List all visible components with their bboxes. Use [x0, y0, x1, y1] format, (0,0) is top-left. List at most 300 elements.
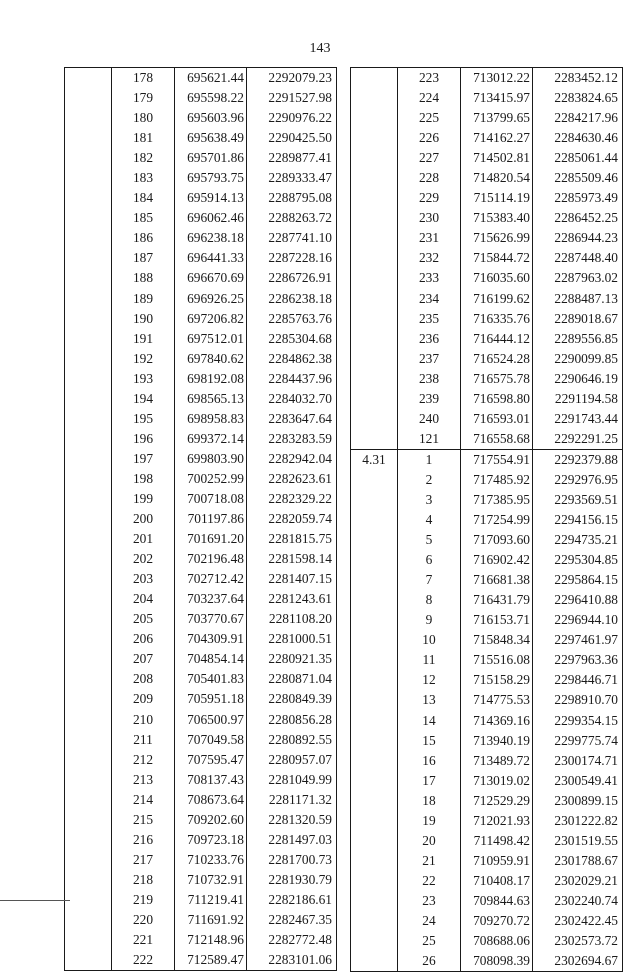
table-row [65, 188, 337, 208]
group-cell [65, 489, 112, 509]
point-number-cell: 225 [398, 108, 461, 128]
x-coordinate-cell: 696238.18 [175, 228, 247, 248]
group-cell [65, 248, 112, 268]
y-coordinate-cell: 2300549.41 [533, 771, 623, 791]
table-row [351, 389, 623, 409]
table-row [65, 890, 337, 910]
x-coordinate-cell: 703237.64 [175, 589, 247, 609]
x-coordinate-cell: 714369.16 [461, 711, 533, 731]
table-row [65, 750, 337, 770]
x-coordinate-cell: 696926.25 [175, 289, 247, 309]
x-coordinate-cell: 707595.47 [175, 750, 247, 770]
x-coordinate-cell: 702196.48 [175, 549, 247, 569]
table-row [351, 951, 623, 972]
y-coordinate-cell: 2282059.74 [247, 509, 337, 529]
table-row [65, 409, 337, 429]
x-coordinate-cell: 696062.46 [175, 208, 247, 228]
x-coordinate-cell: 713012.22 [461, 68, 533, 89]
y-coordinate-cell: 2297963.36 [533, 650, 623, 670]
table-row [65, 208, 337, 228]
point-number-cell: 229 [398, 188, 461, 208]
x-coordinate-cell: 716593.01 [461, 409, 533, 429]
point-number-cell: 180 [112, 108, 175, 128]
table-row [351, 731, 623, 751]
y-coordinate-cell: 2282329.22 [247, 489, 337, 509]
point-number-cell: 226 [398, 128, 461, 148]
point-number-cell: 214 [112, 790, 175, 810]
table-row [351, 168, 623, 188]
group-cell [351, 550, 398, 570]
y-coordinate-cell: 2299775.74 [533, 731, 623, 751]
y-coordinate-cell: 2300174.71 [533, 751, 623, 771]
table-row [351, 268, 623, 288]
table-row [65, 108, 337, 128]
group-cell [65, 549, 112, 569]
y-coordinate-cell: 2286238.18 [247, 289, 337, 309]
table-row [65, 629, 337, 649]
page-number: 143 [309, 41, 331, 56]
y-coordinate-cell: 2295304.85 [533, 550, 623, 570]
x-coordinate-cell: 695914.13 [175, 188, 247, 208]
x-coordinate-cell: 716902.42 [461, 550, 533, 570]
group-cell [65, 128, 112, 148]
x-coordinate-cell: 709723.18 [175, 830, 247, 850]
x-coordinate-cell: 711498.42 [461, 831, 533, 851]
x-coordinate-cell: 716681.38 [461, 570, 533, 590]
point-number-cell: 234 [398, 289, 461, 309]
y-coordinate-cell: 2291743.44 [533, 409, 623, 429]
table-row [65, 369, 337, 389]
table-row [351, 891, 623, 911]
table-row [65, 68, 337, 89]
table-row [65, 449, 337, 469]
x-coordinate-cell: 697512.01 [175, 329, 247, 349]
group-cell [65, 369, 112, 389]
group-cell [65, 870, 112, 890]
x-coordinate-cell: 702712.42 [175, 569, 247, 589]
y-coordinate-cell: 2285763.76 [247, 309, 337, 329]
table-row [351, 630, 623, 650]
group-cell [351, 911, 398, 931]
x-coordinate-cell: 711219.41 [175, 890, 247, 910]
x-coordinate-cell: 717254.99 [461, 510, 533, 530]
x-coordinate-cell: 696441.33 [175, 248, 247, 268]
point-number-cell: 192 [112, 349, 175, 369]
group-cell [65, 349, 112, 369]
point-number-cell: 13 [398, 690, 461, 710]
point-number-cell: 20 [398, 831, 461, 851]
y-coordinate-cell: 2292079.23 [247, 68, 337, 89]
x-coordinate-cell: 712021.93 [461, 811, 533, 831]
y-coordinate-cell: 2285304.68 [247, 329, 337, 349]
point-number-cell: 10 [398, 630, 461, 650]
x-coordinate-cell: 716199.62 [461, 289, 533, 309]
y-coordinate-cell: 2286944.23 [533, 228, 623, 248]
point-number-cell: 121 [398, 429, 461, 450]
y-coordinate-cell: 2300899.15 [533, 791, 623, 811]
group-cell [351, 289, 398, 309]
point-number-cell: 236 [398, 329, 461, 349]
point-number-cell: 207 [112, 649, 175, 669]
group-cell [65, 629, 112, 649]
table-row [65, 88, 337, 108]
x-coordinate-cell: 695701.86 [175, 148, 247, 168]
point-number-cell: 198 [112, 469, 175, 489]
point-number-cell: 205 [112, 609, 175, 629]
y-coordinate-cell: 2290425.50 [247, 128, 337, 148]
y-coordinate-cell: 2282186.61 [247, 890, 337, 910]
table-row [65, 389, 337, 409]
point-number-cell: 185 [112, 208, 175, 228]
group-cell [351, 429, 398, 450]
x-coordinate-cell: 708688.06 [461, 931, 533, 951]
x-coordinate-cell: 709844.63 [461, 891, 533, 911]
group-cell [351, 168, 398, 188]
group-cell [351, 771, 398, 791]
group-cell [351, 68, 398, 89]
point-number-cell: 184 [112, 188, 175, 208]
x-coordinate-cell: 709202.60 [175, 810, 247, 830]
group-cell [65, 810, 112, 830]
point-number-cell: 201 [112, 529, 175, 549]
table-row [351, 690, 623, 710]
x-coordinate-cell: 716575.78 [461, 369, 533, 389]
x-coordinate-cell: 695793.75 [175, 168, 247, 188]
table-row [65, 830, 337, 850]
x-coordinate-cell: 717554.91 [461, 449, 533, 470]
point-number-cell: 197 [112, 449, 175, 469]
y-coordinate-cell: 2281407.15 [247, 569, 337, 589]
table-row [65, 128, 337, 148]
table-row [351, 670, 623, 690]
group-cell [65, 148, 112, 168]
table-row [351, 871, 623, 891]
y-coordinate-cell: 2281320.59 [247, 810, 337, 830]
x-coordinate-cell: 695621.44 [175, 68, 247, 89]
table-row [65, 248, 337, 268]
group-cell [351, 369, 398, 389]
x-coordinate-cell: 695603.96 [175, 108, 247, 128]
point-number-cell: 231 [398, 228, 461, 248]
group-cell [65, 329, 112, 349]
group-cell [351, 148, 398, 168]
table-row [351, 208, 623, 228]
y-coordinate-cell: 2281243.61 [247, 589, 337, 609]
x-coordinate-cell: 697840.62 [175, 349, 247, 369]
x-coordinate-cell: 706500.97 [175, 710, 247, 730]
table-row [351, 931, 623, 951]
table-row [351, 289, 623, 309]
x-coordinate-cell: 716153.71 [461, 610, 533, 630]
x-coordinate-cell: 701691.20 [175, 529, 247, 549]
group-cell [65, 730, 112, 750]
y-coordinate-cell: 2281497.03 [247, 830, 337, 850]
x-coordinate-cell: 711691.92 [175, 910, 247, 930]
y-coordinate-cell: 2287963.02 [533, 268, 623, 288]
point-number-cell: 215 [112, 810, 175, 830]
group-cell [351, 329, 398, 349]
point-number-cell: 239 [398, 389, 461, 409]
group-cell [65, 930, 112, 950]
group-cell [351, 731, 398, 751]
y-coordinate-cell: 2286452.25 [533, 208, 623, 228]
y-coordinate-cell: 2280849.39 [247, 689, 337, 709]
point-number-cell: 23 [398, 891, 461, 911]
table-row [65, 509, 337, 529]
group-cell [351, 510, 398, 530]
point-number-cell: 208 [112, 669, 175, 689]
table-row [351, 490, 623, 510]
y-coordinate-cell: 2290099.85 [533, 349, 623, 369]
table-row [351, 851, 623, 871]
table-row [351, 751, 623, 771]
table-row [65, 529, 337, 549]
x-coordinate-cell: 705401.83 [175, 669, 247, 689]
table-row [65, 609, 337, 629]
table-row [65, 429, 337, 449]
x-coordinate-cell: 713799.65 [461, 108, 533, 128]
x-coordinate-cell: 700718.08 [175, 489, 247, 509]
point-number-cell: 178 [112, 68, 175, 89]
y-coordinate-cell: 2280921.35 [247, 649, 337, 669]
table-row [65, 790, 337, 810]
point-number-cell: 7 [398, 570, 461, 590]
y-coordinate-cell: 2302240.74 [533, 891, 623, 911]
group-cell [351, 389, 398, 409]
table-row [65, 489, 337, 509]
y-coordinate-cell: 2288487.13 [533, 289, 623, 309]
point-number-cell: 21 [398, 851, 461, 871]
y-coordinate-cell: 2291527.98 [247, 88, 337, 108]
y-coordinate-cell: 2294735.21 [533, 530, 623, 550]
table-row [65, 589, 337, 609]
y-coordinate-cell: 2287741.10 [247, 228, 337, 248]
point-number-cell: 26 [398, 951, 461, 972]
scan-edge-line [0, 900, 70, 901]
point-number-cell: 8 [398, 590, 461, 610]
table-row [351, 88, 623, 108]
group-cell [351, 108, 398, 128]
group-cell [351, 530, 398, 550]
point-number-cell: 1 [398, 449, 461, 470]
x-coordinate-cell: 699803.90 [175, 449, 247, 469]
point-number-cell: 202 [112, 549, 175, 569]
y-coordinate-cell: 2287448.40 [533, 248, 623, 268]
point-number-cell: 221 [112, 930, 175, 950]
y-coordinate-cell: 2292291.25 [533, 429, 623, 450]
group-cell [351, 670, 398, 690]
y-coordinate-cell: 2289877.41 [247, 148, 337, 168]
group-cell [65, 449, 112, 469]
table-row [351, 550, 623, 570]
point-number-cell: 189 [112, 289, 175, 309]
x-coordinate-cell: 715114.19 [461, 188, 533, 208]
table-row [65, 309, 337, 329]
x-coordinate-cell: 696670.69 [175, 268, 247, 288]
y-coordinate-cell: 2289333.47 [247, 168, 337, 188]
group-cell [65, 429, 112, 449]
point-number-cell: 187 [112, 248, 175, 268]
x-coordinate-cell: 714162.27 [461, 128, 533, 148]
table-row [65, 689, 337, 709]
x-coordinate-cell: 708137.43 [175, 770, 247, 790]
group-cell [65, 309, 112, 329]
group-cell [65, 168, 112, 188]
point-number-cell: 190 [112, 309, 175, 329]
point-number-cell: 217 [112, 850, 175, 870]
point-number-cell: 2 [398, 470, 461, 490]
y-coordinate-cell: 2282623.61 [247, 469, 337, 489]
group-cell [65, 790, 112, 810]
point-number-cell: 206 [112, 629, 175, 649]
y-coordinate-cell: 2290646.19 [533, 369, 623, 389]
y-coordinate-cell: 2282942.04 [247, 449, 337, 469]
y-coordinate-cell: 2284217.96 [533, 108, 623, 128]
group-cell [351, 711, 398, 731]
x-coordinate-cell: 715516.08 [461, 650, 533, 670]
group-cell [351, 268, 398, 288]
y-coordinate-cell: 2302029.21 [533, 871, 623, 891]
y-coordinate-cell: 2294156.15 [533, 510, 623, 530]
table-row [351, 148, 623, 168]
y-coordinate-cell: 2289018.67 [533, 309, 623, 329]
x-coordinate-cell: 714502.81 [461, 148, 533, 168]
x-coordinate-cell: 716335.76 [461, 309, 533, 329]
y-coordinate-cell: 2292976.95 [533, 470, 623, 490]
group-cell [351, 851, 398, 871]
x-coordinate-cell: 710732.91 [175, 870, 247, 890]
table-row [65, 268, 337, 288]
x-coordinate-cell: 703770.67 [175, 609, 247, 629]
table-row [65, 649, 337, 669]
table-row [65, 930, 337, 950]
group-cell [65, 188, 112, 208]
point-number-cell: 188 [112, 268, 175, 288]
group-cell [65, 710, 112, 730]
group-cell [65, 509, 112, 529]
table-row [351, 228, 623, 248]
group-cell [65, 68, 112, 89]
group-cell [351, 951, 398, 972]
group-cell [351, 630, 398, 650]
y-coordinate-cell: 2291194.58 [533, 389, 623, 409]
group-cell [351, 690, 398, 710]
table-row [351, 530, 623, 550]
point-number-cell: 237 [398, 349, 461, 369]
point-number-cell: 24 [398, 911, 461, 931]
group-cell [351, 650, 398, 670]
group-cell [65, 649, 112, 669]
x-coordinate-cell: 716035.60 [461, 268, 533, 288]
group-cell [351, 831, 398, 851]
group-cell [351, 751, 398, 771]
x-coordinate-cell: 707049.58 [175, 730, 247, 750]
x-coordinate-cell: 705951.18 [175, 689, 247, 709]
x-coordinate-cell: 716558.68 [461, 429, 533, 450]
point-number-cell: 212 [112, 750, 175, 770]
point-number-cell: 191 [112, 329, 175, 349]
table-row [351, 510, 623, 530]
table-row [351, 68, 623, 89]
table-row [351, 188, 623, 208]
x-coordinate-cell: 709270.72 [461, 911, 533, 931]
y-coordinate-cell: 2281000.51 [247, 629, 337, 649]
table-row [351, 329, 623, 349]
x-coordinate-cell: 697206.82 [175, 309, 247, 329]
group-cell [351, 791, 398, 811]
group-cell [65, 389, 112, 409]
point-number-cell: 199 [112, 489, 175, 509]
y-coordinate-cell: 2290976.22 [247, 108, 337, 128]
point-number-cell: 179 [112, 88, 175, 108]
group-cell [65, 609, 112, 629]
group-cell [351, 208, 398, 228]
x-coordinate-cell: 708673.64 [175, 790, 247, 810]
group-cell [351, 610, 398, 630]
group-cell [65, 88, 112, 108]
y-coordinate-cell: 2296410.88 [533, 590, 623, 610]
y-coordinate-cell: 2282467.35 [247, 910, 337, 930]
y-coordinate-cell: 2301788.67 [533, 851, 623, 871]
x-coordinate-cell: 717093.60 [461, 530, 533, 550]
y-coordinate-cell: 2288795.08 [247, 188, 337, 208]
point-number-cell: 238 [398, 369, 461, 389]
table-row [65, 870, 337, 890]
table-row [65, 329, 337, 349]
group-cell [351, 570, 398, 590]
x-coordinate-cell: 715626.99 [461, 228, 533, 248]
y-coordinate-cell: 2302694.67 [533, 951, 623, 972]
y-coordinate-cell: 2287228.16 [247, 248, 337, 268]
x-coordinate-cell: 713415.97 [461, 88, 533, 108]
y-coordinate-cell: 2285061.44 [533, 148, 623, 168]
group-cell [351, 128, 398, 148]
x-coordinate-cell: 713489.72 [461, 751, 533, 771]
table-row [351, 108, 623, 128]
point-number-cell: 193 [112, 369, 175, 389]
point-number-cell: 183 [112, 168, 175, 188]
group-cell [65, 289, 112, 309]
x-coordinate-cell: 712589.47 [175, 950, 247, 971]
x-coordinate-cell: 708098.39 [461, 951, 533, 972]
table-row [351, 449, 623, 470]
y-coordinate-cell: 2281598.14 [247, 549, 337, 569]
y-coordinate-cell: 2282772.48 [247, 930, 337, 950]
point-number-cell: 211 [112, 730, 175, 750]
point-number-cell: 182 [112, 148, 175, 168]
table-row [351, 610, 623, 630]
point-number-cell: 240 [398, 409, 461, 429]
group-cell [65, 830, 112, 850]
table-row [351, 429, 623, 450]
point-number-cell: 5 [398, 530, 461, 550]
group-cell: 4.31 [351, 449, 398, 470]
group-cell [65, 850, 112, 870]
x-coordinate-cell: 699372.14 [175, 429, 247, 449]
group-cell [351, 931, 398, 951]
group-cell [65, 529, 112, 549]
point-number-cell: 25 [398, 931, 461, 951]
point-number-cell: 235 [398, 309, 461, 329]
table-row [65, 228, 337, 248]
table-row [351, 248, 623, 268]
table-row [351, 590, 623, 610]
table-row [65, 469, 337, 489]
table-row [65, 810, 337, 830]
y-coordinate-cell: 2286726.91 [247, 268, 337, 288]
y-coordinate-cell: 2281930.79 [247, 870, 337, 890]
table-row [351, 409, 623, 429]
